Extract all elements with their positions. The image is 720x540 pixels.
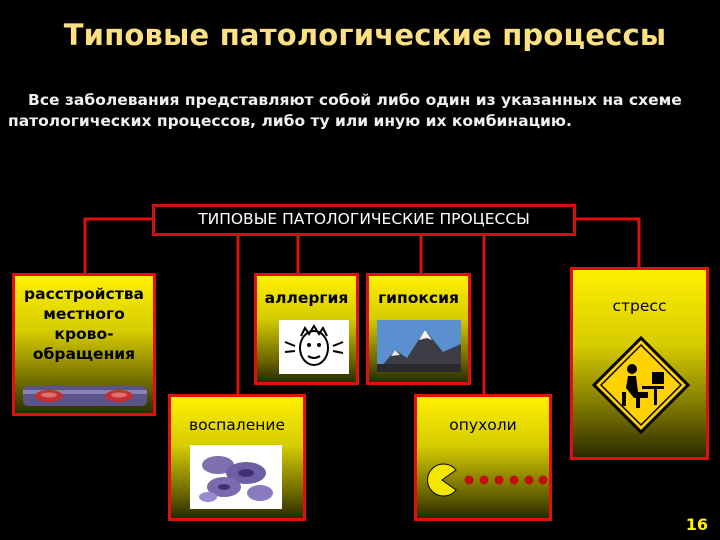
- cells-icon: [190, 445, 282, 509]
- slide-title: Типовые патологические процессы: [63, 18, 667, 52]
- sneezing-man-icon: [279, 320, 349, 374]
- stress-sign-icon: [592, 336, 690, 434]
- node-circulation: [12, 273, 156, 416]
- node-hypoxia-label: гипоксия: [378, 289, 459, 307]
- page-number: 16: [685, 515, 708, 534]
- root-node: ТИПОВЫЕ ПАТОЛОГИЧЕСКИЕ ПРОЦЕССЫ: [152, 204, 576, 236]
- node-stress-label: стресс: [612, 297, 667, 315]
- node-inflammation: [168, 394, 306, 521]
- node-circulation-label: расстройства местного крово-обращения: [24, 285, 144, 363]
- node-stress: [570, 267, 709, 460]
- node-tumors-label: опухоли: [449, 416, 517, 434]
- intro-text: Все заболевания представляют собой либо один из указанных на схеме патологических процессов, либо ту или иную их комбинацию.: [8, 91, 682, 130]
- pacman-icon: [425, 463, 549, 497]
- node-allergy: [254, 273, 359, 385]
- node-allergy-label: аллергия: [264, 289, 349, 307]
- blood-vessel-icon: [23, 384, 147, 408]
- mountain-icon: [377, 320, 461, 372]
- node-tumors: [414, 394, 552, 521]
- node-inflammation-label: воспаление: [189, 416, 285, 434]
- node-hypoxia: [366, 273, 471, 385]
